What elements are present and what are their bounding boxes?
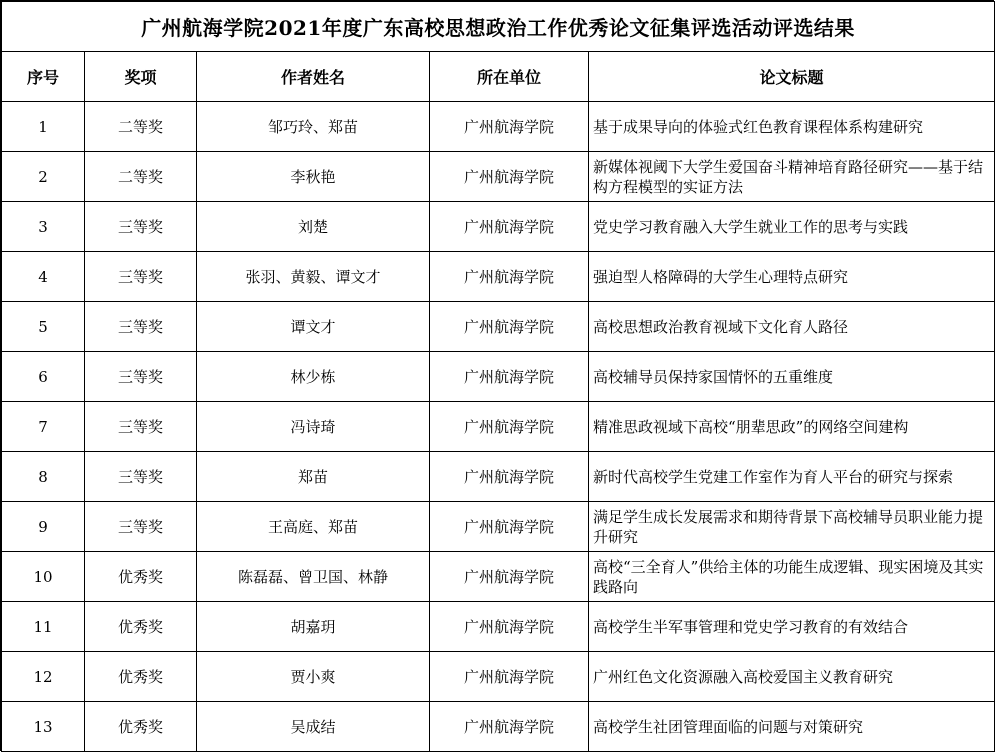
- cell-paper-title: 高校“三全育人”供给主体的功能生成逻辑、现实困境及其实践路向: [589, 552, 995, 602]
- header-row: [2, 52, 995, 102]
- header-award: 奖项: [85, 52, 197, 102]
- cell-authors: 冯诗琦: [197, 402, 430, 452]
- cell-award: 三等奖: [85, 402, 197, 452]
- title-row: [2, 2, 995, 52]
- cell-no: 7: [2, 402, 85, 452]
- cell-award: 优秀奖: [85, 602, 197, 652]
- table-row: [2, 102, 995, 152]
- cell-authors: 李秋艳: [197, 152, 430, 202]
- cell-award: 三等奖: [85, 502, 197, 552]
- cell-authors: 王高庭、郑苗: [197, 502, 430, 552]
- cell-paper-title: 强迫型人格障碍的大学生心理特点研究: [589, 252, 995, 302]
- cell-award: 三等奖: [85, 202, 197, 252]
- cell-paper-title: 基于成果导向的体验式红色教育课程体系构建研究: [589, 102, 995, 152]
- table-row: [2, 502, 995, 552]
- cell-no: 5: [2, 302, 85, 352]
- table-row: [2, 302, 995, 352]
- cell-unit: 广州航海学院: [430, 502, 589, 552]
- cell-paper-title: 高校辅导员保持家国情怀的五重维度: [589, 352, 995, 402]
- cell-paper-title: 满足学生成长发展需求和期待背景下高校辅导员职业能力提升研究: [589, 502, 995, 552]
- cell-unit: 广州航海学院: [430, 352, 589, 402]
- header-unit: 所在单位: [430, 52, 589, 102]
- cell-paper-title: 高校学生社团管理面临的问题与对策研究: [589, 702, 995, 752]
- cell-no: 12: [2, 652, 85, 702]
- cell-authors: 贾小爽: [197, 652, 430, 702]
- cell-unit: 广州航海学院: [430, 202, 589, 252]
- cell-no: 3: [2, 202, 85, 252]
- cell-unit: 广州航海学院: [430, 152, 589, 202]
- cell-no: 13: [2, 702, 85, 752]
- cell-paper-title: 党史学习教育融入大学生就业工作的思考与实践: [589, 202, 995, 252]
- cell-authors: 谭文才: [197, 302, 430, 352]
- document-title: 广州航海学院2021年度广东高校思想政治工作优秀论文征集评选活动评选结果: [2, 2, 995, 52]
- cell-no: 1: [2, 102, 85, 152]
- table-row: [2, 202, 995, 252]
- cell-award: 三等奖: [85, 302, 197, 352]
- cell-award: 三等奖: [85, 352, 197, 402]
- table-row: [2, 252, 995, 302]
- cell-award: 二等奖: [85, 102, 197, 152]
- cell-unit: 广州航海学院: [430, 652, 589, 702]
- cell-unit: 广州航海学院: [430, 302, 589, 352]
- cell-authors: 刘楚: [197, 202, 430, 252]
- cell-award: 三等奖: [85, 452, 197, 502]
- table-row: [2, 152, 995, 202]
- cell-award: 三等奖: [85, 252, 197, 302]
- cell-authors: 张羽、黄毅、谭文才: [197, 252, 430, 302]
- header-no: 序号: [2, 52, 85, 102]
- cell-no: 4: [2, 252, 85, 302]
- table-row: [2, 352, 995, 402]
- cell-unit: 广州航海学院: [430, 102, 589, 152]
- table-row: [2, 652, 995, 702]
- cell-paper-title: 广州红色文化资源融入高校爱国主义教育研究: [589, 652, 995, 702]
- header-paper-title: 论文标题: [589, 52, 995, 102]
- cell-unit: 广州航海学院: [430, 252, 589, 302]
- cell-unit: 广州航海学院: [430, 552, 589, 602]
- table-row: [2, 552, 995, 602]
- cell-unit: 广州航海学院: [430, 402, 589, 452]
- cell-unit: 广州航海学院: [430, 702, 589, 752]
- cell-no: 6: [2, 352, 85, 402]
- cell-unit: 广州航海学院: [430, 602, 589, 652]
- cell-authors: 陈磊磊、曾卫国、林静: [197, 552, 430, 602]
- table-row: [2, 452, 995, 502]
- table-row: [2, 402, 995, 452]
- cell-authors: 郑苗: [197, 452, 430, 502]
- results-table: [1, 1, 995, 752]
- cell-authors: 邹巧玲、郑苗: [197, 102, 430, 152]
- cell-paper-title: 新媒体视阈下大学生爱国奋斗精神培育路径研究——基于结构方程模型的实证方法: [589, 152, 995, 202]
- cell-no: 9: [2, 502, 85, 552]
- cell-no: 10: [2, 552, 85, 602]
- cell-authors: 吴成结: [197, 702, 430, 752]
- cell-paper-title: 精准思政视域下高校“朋辈思政”的网络空间建构: [589, 402, 995, 452]
- cell-paper-title: 高校思想政治教育视域下文化育人路径: [589, 302, 995, 352]
- cell-authors: 胡嘉玥: [197, 602, 430, 652]
- cell-unit: 广州航海学院: [430, 452, 589, 502]
- cell-no: 11: [2, 602, 85, 652]
- cell-no: 2: [2, 152, 85, 202]
- table-row: [2, 702, 995, 752]
- cell-award: 二等奖: [85, 152, 197, 202]
- cell-paper-title: 高校学生半军事管理和党史学习教育的有效结合: [589, 602, 995, 652]
- header-authors: 作者姓名: [197, 52, 430, 102]
- cell-award: 优秀奖: [85, 552, 197, 602]
- cell-authors: 林少栋: [197, 352, 430, 402]
- table-row: [2, 602, 995, 652]
- cell-paper-title: 新时代高校学生党建工作室作为育人平台的研究与探索: [589, 452, 995, 502]
- cell-award: 优秀奖: [85, 652, 197, 702]
- cell-award: 优秀奖: [85, 702, 197, 752]
- cell-no: 8: [2, 452, 85, 502]
